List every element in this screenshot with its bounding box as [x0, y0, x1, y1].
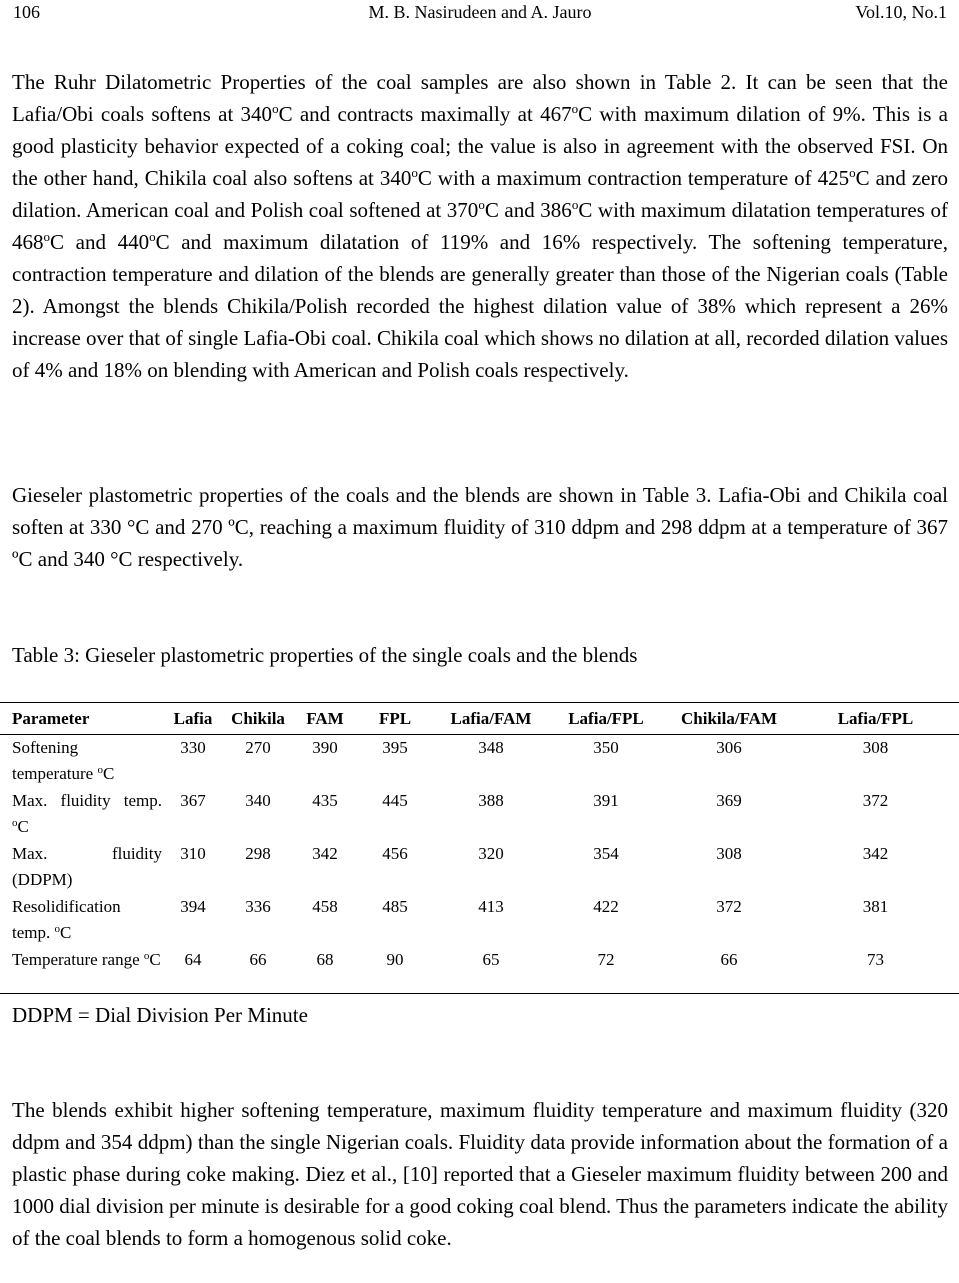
table-cell: 395: [382, 738, 408, 757]
running-header: [13, 0, 947, 24]
paragraph-gieseler: Gieseler plastometric properties of the coals and the blends are shown in Table 3. Lafia-Obi and Chikila coal soften at 330 °C and 270 ºC, reaching a maximum fluidity of 310 ddpm and 298 ddpm at a temperature of 367 ºC and 340 °C respectively.: [12, 483, 948, 571]
row-label: Max. fluidity temp. $^o$C: [12, 791, 162, 836]
table-cell: 310: [180, 844, 206, 863]
table-cell: 394: [180, 897, 206, 916]
row-label: Resolidification temp. $^o$C: [12, 897, 121, 942]
table-cell: 391: [593, 791, 619, 810]
table-cell: 388: [478, 791, 504, 810]
table-cell: 445: [382, 791, 408, 810]
table-cell: 381: [862, 897, 889, 916]
paragraph-blends: The blends exhibit higher softening temperature, maximum fluidity temperature and maximum fluidity (320 ddpm and 354 ddpm) than the single Nigerian coals. Fluidity data provide information about the formation of a plastic phase during coke making. Diez et al., [10] reported that a Gieseler maximum fluidity between 200 and 1000 dial division per minute is desirable for a good coking coal blend. Thus the parameters indicate the ability of the coal blends to form a homogenous solid coke.: [12, 1098, 948, 1250]
table-cell: 350: [593, 738, 619, 757]
table-cell: 308: [862, 738, 889, 757]
column-header: Lafia/FPL: [546, 703, 666, 735]
table-cell: 336: [245, 897, 271, 916]
gieseler-table: [0, 702, 959, 994]
table-cell: 64: [166, 947, 220, 994]
table-cell: 66: [220, 947, 296, 994]
page-number: 106: [13, 2, 40, 22]
paragraph-dilatometric: The Ruhr Dilatometric Properties of the coal samples are also shown in Table 2. It can be seen that the Lafia/Obi coals softens at 340$^o$C and contracts maximally at 467$^o$C with maximum dilation of 9%. This is a good plasticity behavior expected of a coking coal; the value is also in agreement with the observed FSI. On the other hand, Chikila coal also softens at 340$^o$C with a maximum contraction temperature of 425$^o$C and zero dilation. American coal and Polish coal softened at 370$^o$C and 386$^o$C with maximum dilatation temperatures of 468$^o$C and 440$^o$C and maximum dilatation of 119% and 16% respectively. The softening temperature, contraction temperature and dilation of the blends are generally greater than those of the Nigerian coals (Table 2). Amongst the blends Chikila/Polish recorded the highest dilation value of 38% which represent a 26% increase over that of single Lafia-Obi coal. Chikila coal which shows no dilation at all, recorded dilation values of 4% and 18% on blending with American and Polish coals respectively.: [12, 70, 949, 382]
table-cell: 372: [862, 791, 889, 810]
column-header: FPL: [354, 703, 436, 735]
column-header: Chikila: [220, 703, 296, 735]
table-cell: 458: [312, 897, 338, 916]
table-header-row: [0, 703, 959, 735]
table-cell: 340: [245, 791, 271, 810]
table-row: [0, 788, 959, 841]
table-row: [0, 841, 959, 894]
column-header: Parameter: [0, 703, 166, 735]
table-cell: 369: [716, 791, 742, 810]
table-cell: 348: [478, 738, 504, 757]
table-cell: 90: [354, 947, 436, 994]
table-cell: 367: [180, 791, 206, 810]
table-cell: 270: [245, 738, 271, 757]
column-header: Chikila/FAM: [666, 703, 792, 735]
table-cell: 342: [862, 844, 889, 863]
table-cell: 320: [478, 844, 504, 863]
table-row: [0, 735, 959, 789]
table-row: [0, 894, 959, 947]
table-cell: 485: [382, 897, 408, 916]
table-cell: 68: [296, 947, 354, 994]
table-cell: 66: [666, 947, 792, 994]
table-cell: 306: [716, 738, 742, 757]
table-cell: 72: [546, 947, 666, 994]
column-header: Lafia: [166, 703, 220, 735]
table-row: [0, 947, 959, 994]
table-cell: 298: [245, 844, 271, 863]
table-cell: 354: [593, 844, 619, 863]
table-cell: 308: [716, 844, 742, 863]
table-footnote: DDPM = Dial Division Per Minute: [12, 1003, 308, 1027]
table-cell: 390: [312, 738, 338, 757]
volume-label: Vol.10, No.1: [855, 2, 947, 22]
author-line: M. B. Nasirudeen and A. Jauro: [368, 2, 592, 22]
table-cell: 413: [478, 897, 504, 916]
row-label: Softening temperature $^o$C: [12, 738, 115, 783]
table-caption: Table 3: Gieseler plastometric properties of the single coals and the blends: [12, 643, 638, 667]
table-cell: 372: [716, 897, 742, 916]
row-label: Max. fluidity (DDPM): [12, 844, 162, 889]
column-header: Lafia/FAM: [436, 703, 546, 735]
table-cell: 65: [436, 947, 546, 994]
row-label: Temperature range $^o$C: [0, 947, 166, 994]
table-cell: 342: [312, 844, 338, 863]
table-cell: 456: [382, 844, 408, 863]
table-cell: 330: [180, 738, 206, 757]
table-cell: 435: [312, 791, 338, 810]
column-header: Lafia/FPL: [792, 703, 959, 735]
table-cell: 422: [593, 897, 619, 916]
column-header: FAM: [296, 703, 354, 735]
table-cell: 73: [792, 947, 959, 994]
